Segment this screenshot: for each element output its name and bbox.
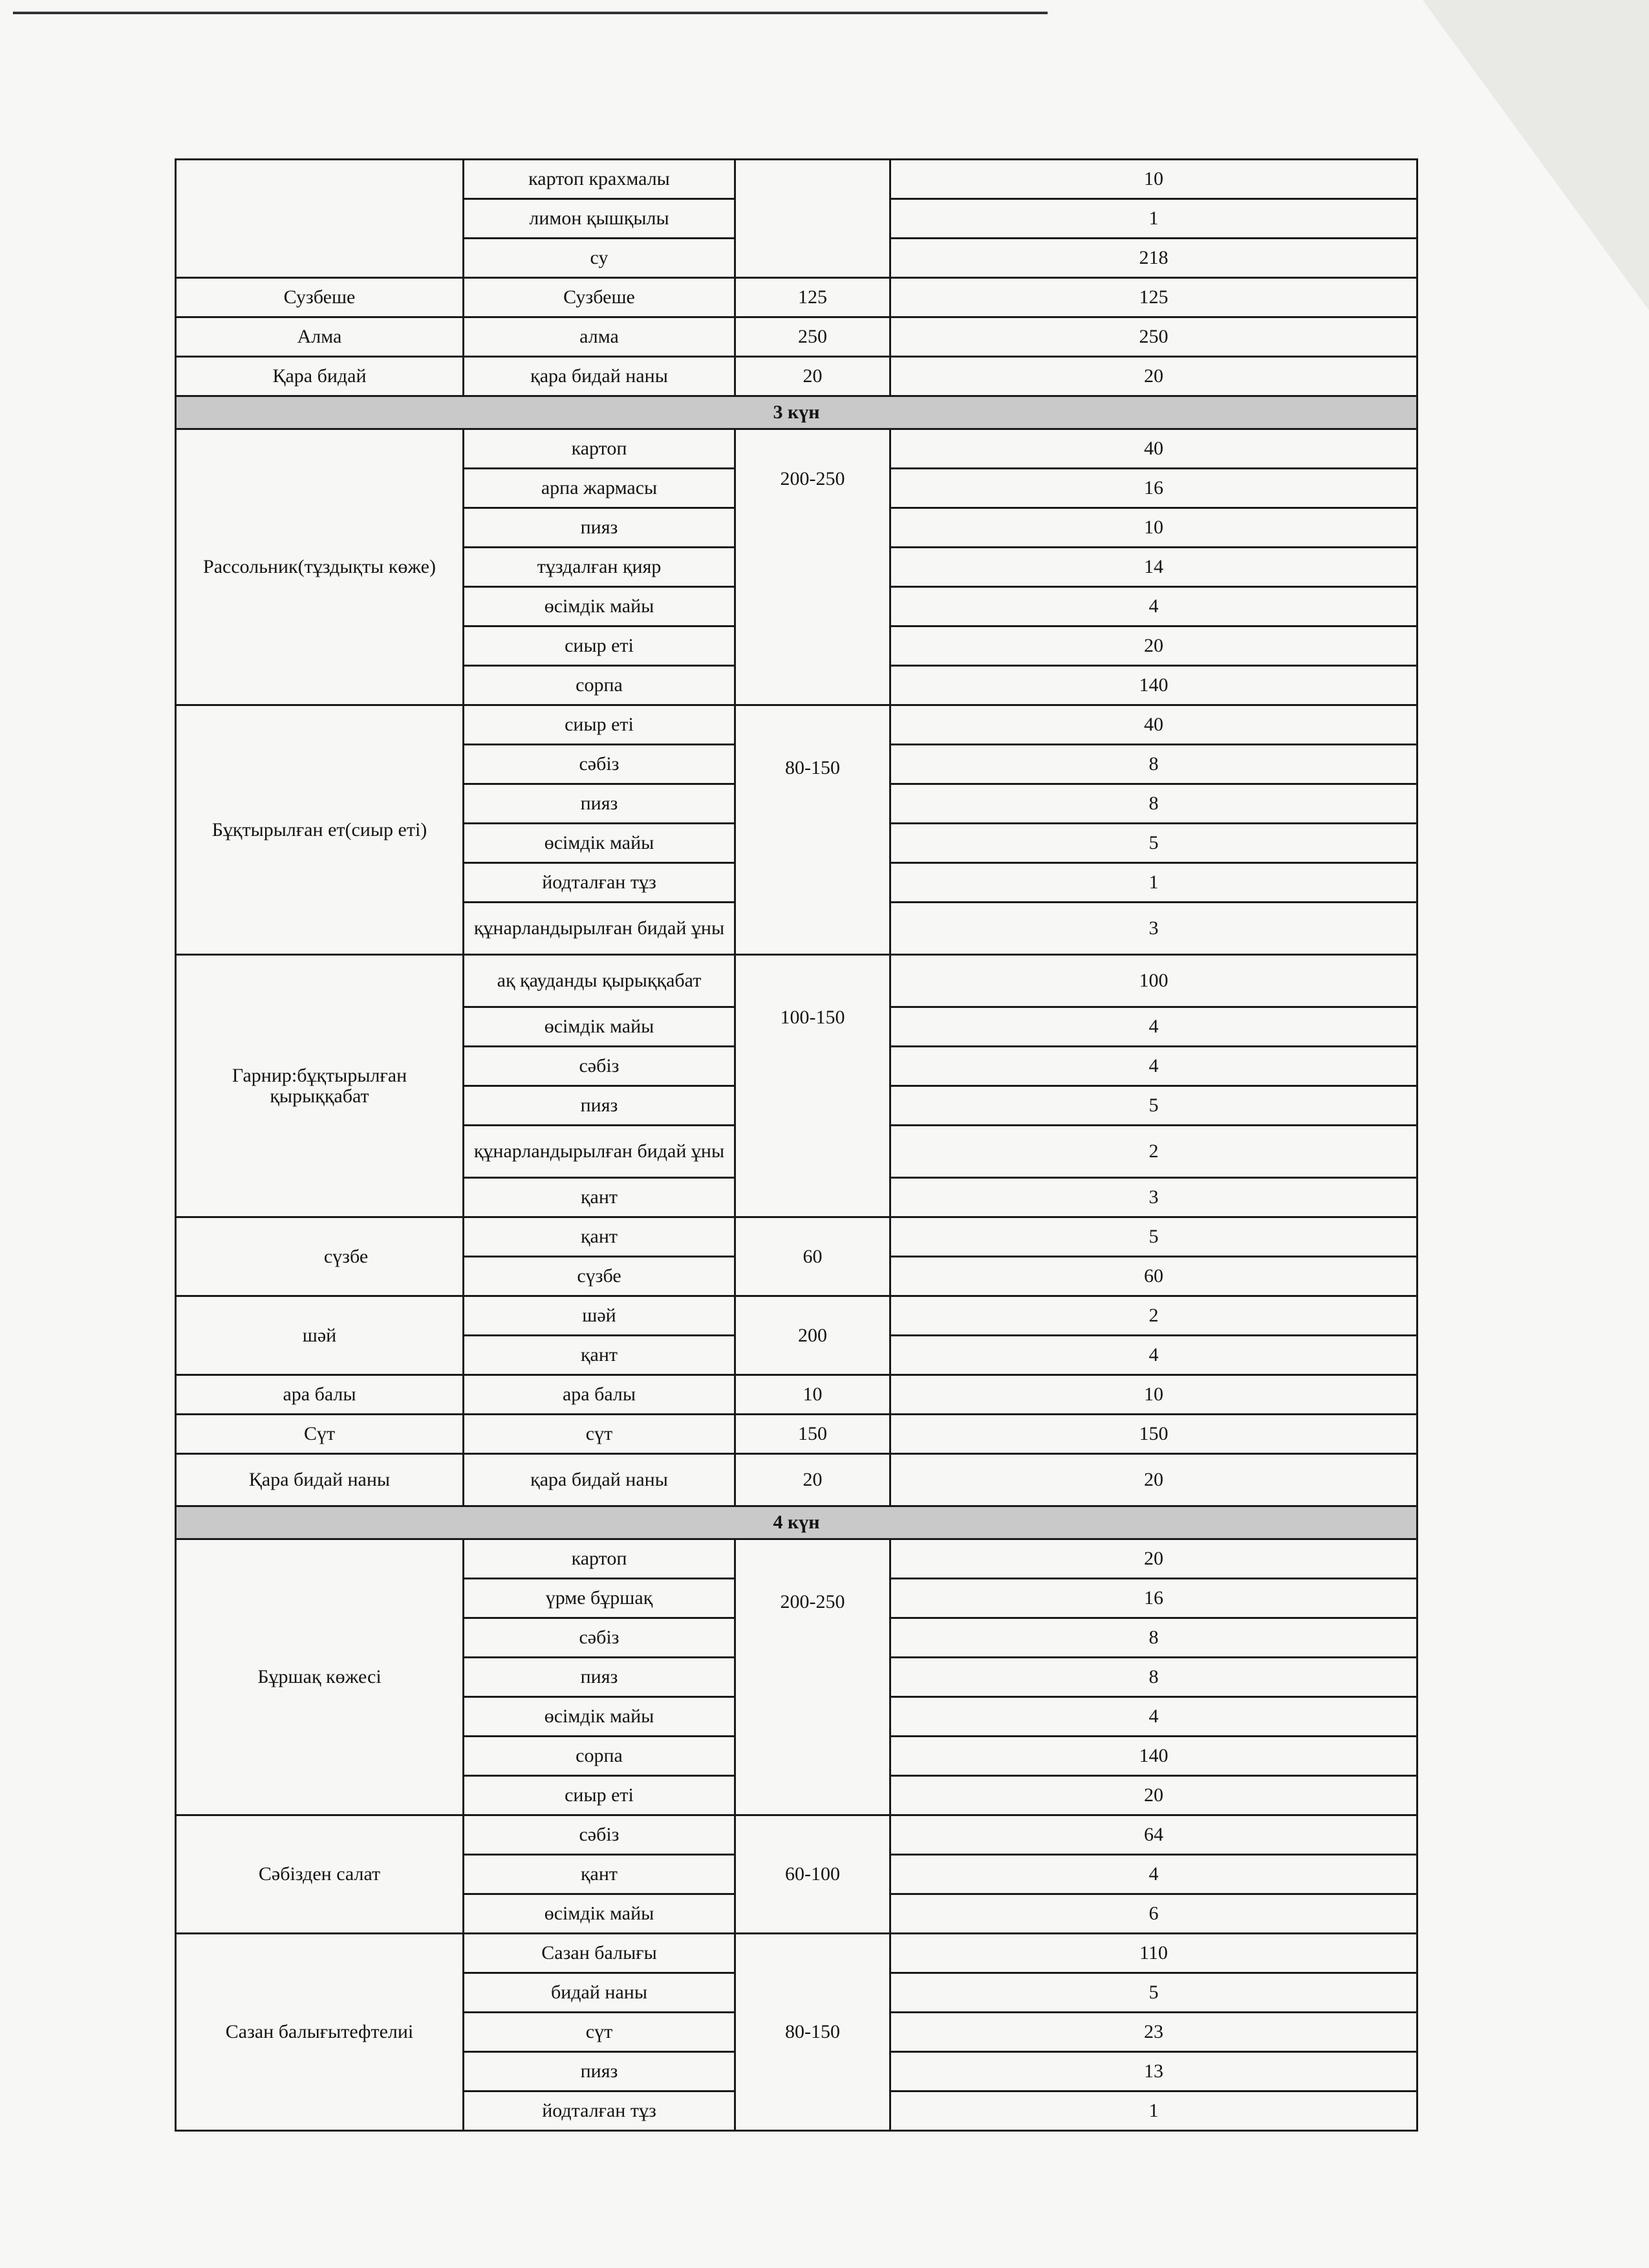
day-title: 3 күн — [176, 396, 1417, 429]
ingredient-cell: картоп крахмалы — [464, 160, 735, 199]
value-cell: 1 — [890, 2091, 1417, 2131]
ingredient-cell: йодталған тұз — [464, 2091, 735, 2131]
ingredient-cell: сиыр еті — [464, 626, 735, 666]
portion-cell: 80-150 — [735, 705, 890, 955]
ingredient-cell: қант — [464, 1217, 735, 1257]
value-cell: 20 — [890, 1539, 1417, 1579]
value-cell: 4 — [890, 1007, 1417, 1047]
value-cell: 3 — [890, 903, 1417, 955]
portion-cell: 100-150 — [735, 955, 890, 1217]
value-cell: 20 — [890, 357, 1417, 396]
ingredient-cell: өсімдік майы — [464, 824, 735, 863]
value-cell: 64 — [890, 1815, 1417, 1855]
value-cell: 60 — [890, 1257, 1417, 1296]
ingredient-cell: сиыр еті — [464, 1776, 735, 1815]
value-cell: 4 — [890, 1336, 1417, 1375]
portion-cell: 150 — [735, 1415, 890, 1454]
ingredient-cell: пияз — [464, 508, 735, 548]
ingredient-cell: йодталған тұз — [464, 863, 735, 903]
value-cell: 1 — [890, 199, 1417, 239]
ingredient-cell: лимон қышқылы — [464, 199, 735, 239]
value-cell: 4 — [890, 1047, 1417, 1086]
dish-cell: шәй — [176, 1296, 464, 1375]
table-row — [176, 160, 1417, 199]
portion-cell: 250 — [735, 317, 890, 357]
value-cell: 6 — [890, 1894, 1417, 1934]
ingredient-cell: сәбіз — [464, 1815, 735, 1855]
value-cell: 1 — [890, 863, 1417, 903]
value-cell: 2 — [890, 1296, 1417, 1336]
value-cell: 218 — [890, 239, 1417, 278]
value-cell: 40 — [890, 429, 1417, 469]
ingredient-cell: Сузбеше — [464, 278, 735, 317]
value-cell: 13 — [890, 2052, 1417, 2091]
table-row — [176, 1375, 1417, 1415]
table-row — [176, 1296, 1417, 1336]
ingredient-cell: картоп — [464, 1539, 735, 1579]
dish-cell: Рассольник(тұздықты көже) — [176, 429, 464, 705]
dish-cell — [176, 160, 464, 278]
ingredient-cell: сәбіз — [464, 1047, 735, 1086]
ingredient-cell: пияз — [464, 1086, 735, 1126]
page-fold-shadow — [1423, 0, 1649, 310]
value-cell: 23 — [890, 2013, 1417, 2052]
dish-cell: Гарнир:бұқтырылған қырыққабат — [176, 955, 464, 1217]
ingredient-cell: қара бидай наны — [464, 1454, 735, 1506]
value-cell: 4 — [890, 1855, 1417, 1894]
ingredient-cell: өсімдік майы — [464, 1894, 735, 1934]
value-cell: 3 — [890, 1178, 1417, 1217]
ingredient-cell: үрме бұршақ — [464, 1579, 735, 1618]
dish-cell: Бұршақ көжесі — [176, 1539, 464, 1815]
portion-cell: 10 — [735, 1375, 890, 1415]
ingredient-cell: картоп — [464, 429, 735, 469]
value-cell: 5 — [890, 1086, 1417, 1126]
portion-cell: 20 — [735, 1454, 890, 1506]
ingredient-cell: қант — [464, 1855, 735, 1894]
dish-cell: Сазан балығытефтелиі — [176, 1934, 464, 2131]
value-cell: 140 — [890, 1737, 1417, 1776]
dish-cell: Сәбізден салат — [176, 1815, 464, 1934]
dish-cell: Бұқтырылған ет(сиыр еті) — [176, 705, 464, 955]
ingredient-cell: қант — [464, 1178, 735, 1217]
value-cell: 5 — [890, 1973, 1417, 2013]
value-cell: 10 — [890, 160, 1417, 199]
ingredient-cell: шәй — [464, 1296, 735, 1336]
portion-cell: 20 — [735, 357, 890, 396]
ingredient-cell: құнарландырылған бидай ұны — [464, 1126, 735, 1178]
value-cell: 20 — [890, 1454, 1417, 1506]
table-row — [176, 1415, 1417, 1454]
value-cell: 16 — [890, 469, 1417, 508]
value-cell: 4 — [890, 587, 1417, 626]
portion-cell: 60-100 — [735, 1815, 890, 1934]
ingredient-cell: сүт — [464, 1415, 735, 1454]
portion-cell: 200 — [735, 1296, 890, 1375]
dish-cell: ара балы — [176, 1375, 464, 1415]
ingredient-cell: алма — [464, 317, 735, 357]
ingredient-cell: тұздалған қияр — [464, 548, 735, 587]
ingredient-cell: қант — [464, 1336, 735, 1375]
table-row — [176, 1217, 1417, 1257]
ingredient-cell: сиыр еті — [464, 705, 735, 745]
value-cell: 20 — [890, 626, 1417, 666]
portion-cell: 60 — [735, 1217, 890, 1296]
ingredient-cell: бидай наны — [464, 1973, 735, 2013]
value-cell: 250 — [890, 317, 1417, 357]
value-cell: 110 — [890, 1934, 1417, 1973]
portion-cell: 80-150 — [735, 1934, 890, 2131]
table-row — [176, 1934, 1417, 1973]
ingredient-cell: өсімдік майы — [464, 587, 735, 626]
table-row — [176, 1539, 1417, 1579]
value-cell: 16 — [890, 1579, 1417, 1618]
dish-cell: Сүт — [176, 1415, 464, 1454]
table-row — [176, 317, 1417, 357]
ingredient-cell: сүзбе — [464, 1257, 735, 1296]
value-cell: 125 — [890, 278, 1417, 317]
day-title: 4 күн — [176, 1506, 1417, 1539]
value-cell: 4 — [890, 1697, 1417, 1737]
scan-edge-line — [13, 12, 1048, 14]
value-cell: 10 — [890, 1375, 1417, 1415]
ingredient-cell: пияз — [464, 1658, 735, 1697]
ingredient-cell: су — [464, 239, 735, 278]
value-cell: 8 — [890, 745, 1417, 784]
table-row — [176, 1815, 1417, 1855]
ingredient-cell: сүт — [464, 2013, 735, 2052]
value-cell: 14 — [890, 548, 1417, 587]
value-cell: 8 — [890, 1658, 1417, 1697]
ingredient-cell: пияз — [464, 2052, 735, 2091]
value-cell: 20 — [890, 1776, 1417, 1815]
table-row — [176, 1454, 1417, 1506]
value-cell: 8 — [890, 784, 1417, 824]
ingredient-cell: сәбіз — [464, 745, 735, 784]
value-cell: 8 — [890, 1618, 1417, 1658]
menu-table — [175, 158, 1418, 2132]
portion-cell: 200-250 — [735, 1539, 890, 1815]
ingredient-cell: өсімдік майы — [464, 1007, 735, 1047]
table-row — [176, 955, 1417, 1007]
ingredient-cell: ақ қауданды қырыққабат — [464, 955, 735, 1007]
dish-cell: Қара бидай наны — [176, 1454, 464, 1506]
dish-cell: Алма — [176, 317, 464, 357]
portion-cell — [735, 160, 890, 278]
dish-cell: Сузбеше — [176, 278, 464, 317]
portion-cell: 125 — [735, 278, 890, 317]
ingredient-cell: сәбіз — [464, 1618, 735, 1658]
day-header-row — [176, 1506, 1417, 1539]
value-cell: 150 — [890, 1415, 1417, 1454]
day-header-row — [176, 396, 1417, 429]
table-row — [176, 705, 1417, 745]
ingredient-cell: сорпа — [464, 1737, 735, 1776]
value-cell: 140 — [890, 666, 1417, 705]
ingredient-cell: Сазан балығы — [464, 1934, 735, 1973]
ingredient-cell: сорпа — [464, 666, 735, 705]
value-cell: 2 — [890, 1126, 1417, 1178]
ingredient-cell: ара балы — [464, 1375, 735, 1415]
ingredient-cell: құнарландырылған бидай ұны — [464, 903, 735, 955]
ingredient-cell: пияз — [464, 784, 735, 824]
value-cell: 5 — [890, 1217, 1417, 1257]
ingredient-cell: қара бидай наны — [464, 357, 735, 396]
value-cell: 100 — [890, 955, 1417, 1007]
table-row — [176, 278, 1417, 317]
dish-cell: сүзбе — [176, 1217, 464, 1296]
ingredient-cell: арпа жармасы — [464, 469, 735, 508]
dish-cell: Қара бидай — [176, 357, 464, 396]
value-cell: 40 — [890, 705, 1417, 745]
table-row — [176, 429, 1417, 469]
ingredient-cell: өсімдік майы — [464, 1697, 735, 1737]
value-cell: 5 — [890, 824, 1417, 863]
table-row — [176, 357, 1417, 396]
value-cell: 10 — [890, 508, 1417, 548]
portion-cell: 200-250 — [735, 429, 890, 705]
